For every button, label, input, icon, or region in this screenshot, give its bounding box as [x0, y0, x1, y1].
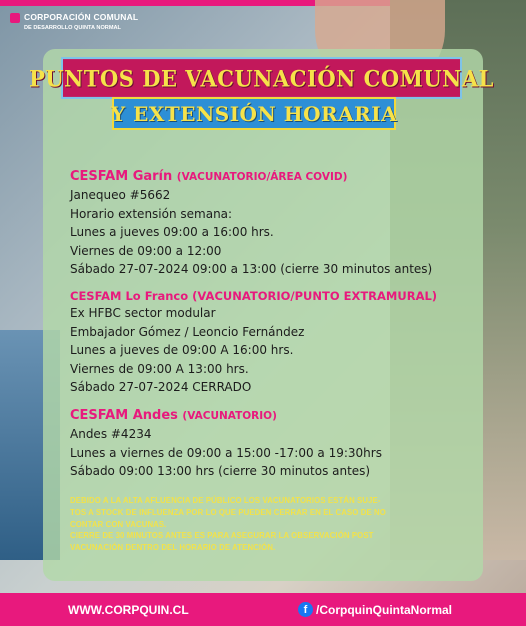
footer-bar: [0, 593, 526, 626]
section-cesfam-lo-franco: [70, 288, 480, 397]
notice-line: VACUNACIÓN DENTRO DEL HORARIO DE ATENCIÓN.: [70, 543, 276, 553]
title-banner-sub: Y EXTENSIÓN HORARIA: [112, 97, 396, 130]
section-line: Ex HFBC sector modular: [70, 306, 216, 320]
section-line: Viernes de 09:00 a 12:00: [70, 243, 222, 258]
logo-mark-icon: [10, 13, 20, 23]
facebook-page-link[interactable]: /CorpquinQuintaNormal: [316, 603, 452, 617]
section-name: CESFAM Andes: [70, 408, 178, 423]
section-line: Sábado 09:00 13:00 hrs (cierre 30 minutos antes): [70, 464, 371, 478]
notice-line: TOS A STOCK DE INFLUENZA POR LO QUE PUEDEN CERRAR EN EL CASO DE NO: [70, 507, 386, 517]
section-cesfam-andes: [70, 407, 480, 481]
section-line: Sábado 27-07-2024 CERRADO: [70, 380, 252, 394]
section-line: Lunes a jueves 09:00 a 16:00 hrs.: [70, 225, 274, 239]
section-line: Embajador Gómez / Leoncio Fernández: [70, 324, 305, 339]
facebook-icon[interactable]: f: [298, 602, 313, 617]
website-link[interactable]: WWW.CORPQUIN.CL: [68, 603, 189, 617]
logo-line2: DE DESARROLLO QUINTA NORMAL: [24, 25, 121, 31]
section-line: Sábado 27-07-2024 09:00 a 13:00 (cierre 30 minutos antes): [70, 262, 433, 276]
section-line: Horario extensión semana:: [70, 206, 233, 221]
section-line: Andes #4234: [70, 427, 152, 441]
notice-line: CONTAR CON VACUNAS.: [70, 519, 167, 529]
section-line: Lunes a viernes de 09:00 a 15:00 -17:00 a 19:30hrs: [70, 445, 382, 460]
section-heading: [70, 407, 480, 425]
section-heading: [70, 288, 480, 304]
section-line: Viernes de 09:00 A 13:00 hrs.: [70, 361, 249, 376]
notice-line: DEBIDO A LA ALTA AFLUENCIA DE PÚBLICO LOS VACUNATORIOS ESTÁN SUJE-: [70, 496, 381, 505]
section-name: CESFAM Garín: [70, 169, 173, 184]
notice-line: CIERRE DE 30 MINUTOS ANTES ES PARA ASEGURAR LA OBSERVACIÓN POST: [70, 531, 374, 541]
section-name: CESFAM Lo Franco: [70, 289, 189, 303]
section-line: Janequeo #5662: [70, 188, 171, 202]
section-tag: (VACUNATORIO): [182, 410, 277, 422]
section-tag: (VACUNATORIO/ÁREA COVID): [176, 171, 348, 183]
corporation-logo: [24, 12, 139, 40]
title-banner-main: PUNTOS DE VACUNACIÓN COMUNAL: [61, 57, 462, 99]
section-line: Lunes a jueves de 09:00 A 16:00 hrs.: [70, 343, 294, 357]
section-cesfam-garin: [70, 168, 480, 279]
closure-notice: [70, 495, 480, 554]
logo-line1: CORPORACIÓN COMUNAL: [24, 12, 139, 22]
section-tag: (VACUNATORIO/PUNTO EXTRAMURAL): [192, 289, 438, 303]
section-heading: [70, 168, 480, 186]
